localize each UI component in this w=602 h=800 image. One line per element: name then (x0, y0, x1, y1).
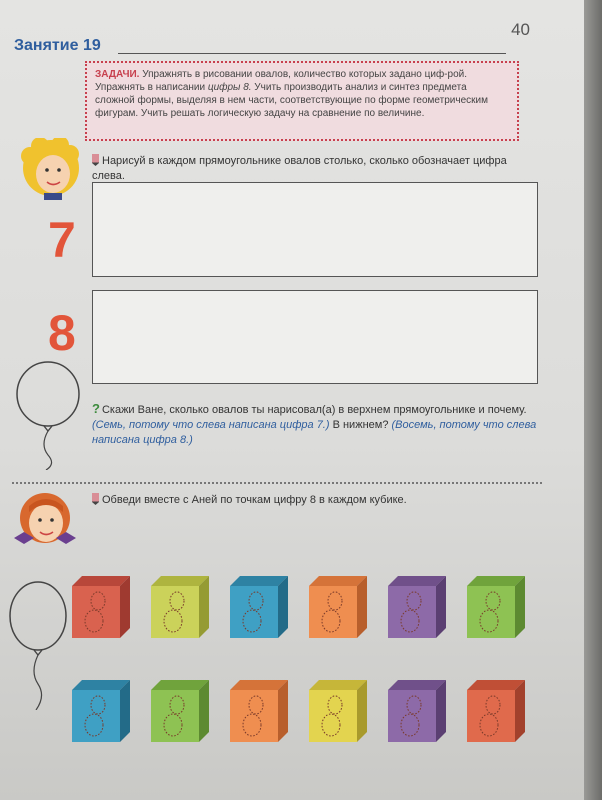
boy-character-icon (18, 138, 84, 200)
cube-top-4[interactable] (309, 576, 367, 638)
cube-bottom-4[interactable] (309, 680, 367, 742)
question-text: Скажи Ване, сколько овалов ты нарисовал(а) в верхнем прямоугольнике и почему. (101, 404, 527, 416)
question-answer-2: (Восемь, потому что слева написана цифра 8.) (92, 419, 537, 446)
exercise1-instruction-text: Нарисуй в каждом прямоугольнике овалов столько, сколько обозначает цифра слева. (92, 155, 507, 182)
cube-top-6[interactable] (467, 576, 525, 638)
digit-seven: 7 (48, 212, 76, 268)
question-text-2: В нижнем? (332, 419, 389, 431)
question-block (92, 401, 547, 448)
exercise1-instruction (92, 154, 532, 184)
cube-top-1[interactable] (72, 576, 130, 638)
balloon-outline-icon (12, 360, 84, 470)
girl-character-icon (12, 490, 78, 552)
page-edge (584, 0, 602, 800)
title-rule (118, 53, 506, 54)
exercise2-instruction-text: Обведи вместе с Аней по точкам цифру 8 в каждом кубике. (102, 494, 407, 506)
cube-bottom-6[interactable] (467, 680, 525, 742)
question-answer-1: (Семь, потому что слева написана цифра 7.) (92, 419, 330, 431)
tasks-text-emphasis: цифры 8. (207, 82, 252, 93)
tasks-heading: ЗАДАЧИ. (95, 69, 140, 80)
cube-top-3[interactable] (230, 576, 288, 638)
cube-top-5[interactable] (388, 576, 446, 638)
pencil-icon (92, 154, 99, 166)
tasks-text-before: Упражнять в рисовании овалов, количество которых задано циф-рой. Упражнять в написании (95, 69, 467, 93)
cube-bottom-3[interactable] (230, 680, 288, 742)
drawing-rectangle-bottom[interactable] (92, 290, 538, 384)
pencil-icon (92, 493, 99, 505)
exercise2-instruction (92, 493, 532, 508)
digit-eight: 8 (48, 305, 76, 361)
section-divider (12, 482, 542, 484)
tasks-text-after: Учить производить анализ и синтез предмета сложной формы, выделяя в нем части, соответствующие по форме геометрическим фигурам. Учить решать логическую задачу на сравнение по величине. (95, 82, 488, 119)
lesson-title: Занятие 19 (14, 37, 101, 54)
page-number: 40 (511, 20, 530, 39)
cube-bottom-1[interactable] (72, 680, 130, 742)
tasks-box (85, 61, 519, 141)
balloon-outline-icon (6, 580, 70, 710)
cube-bottom-2[interactable] (151, 680, 209, 742)
cube-top-2[interactable] (151, 576, 209, 638)
cube-bottom-5[interactable] (388, 680, 446, 742)
drawing-rectangle-top[interactable] (92, 182, 538, 277)
question-mark-icon: ? (92, 401, 100, 416)
